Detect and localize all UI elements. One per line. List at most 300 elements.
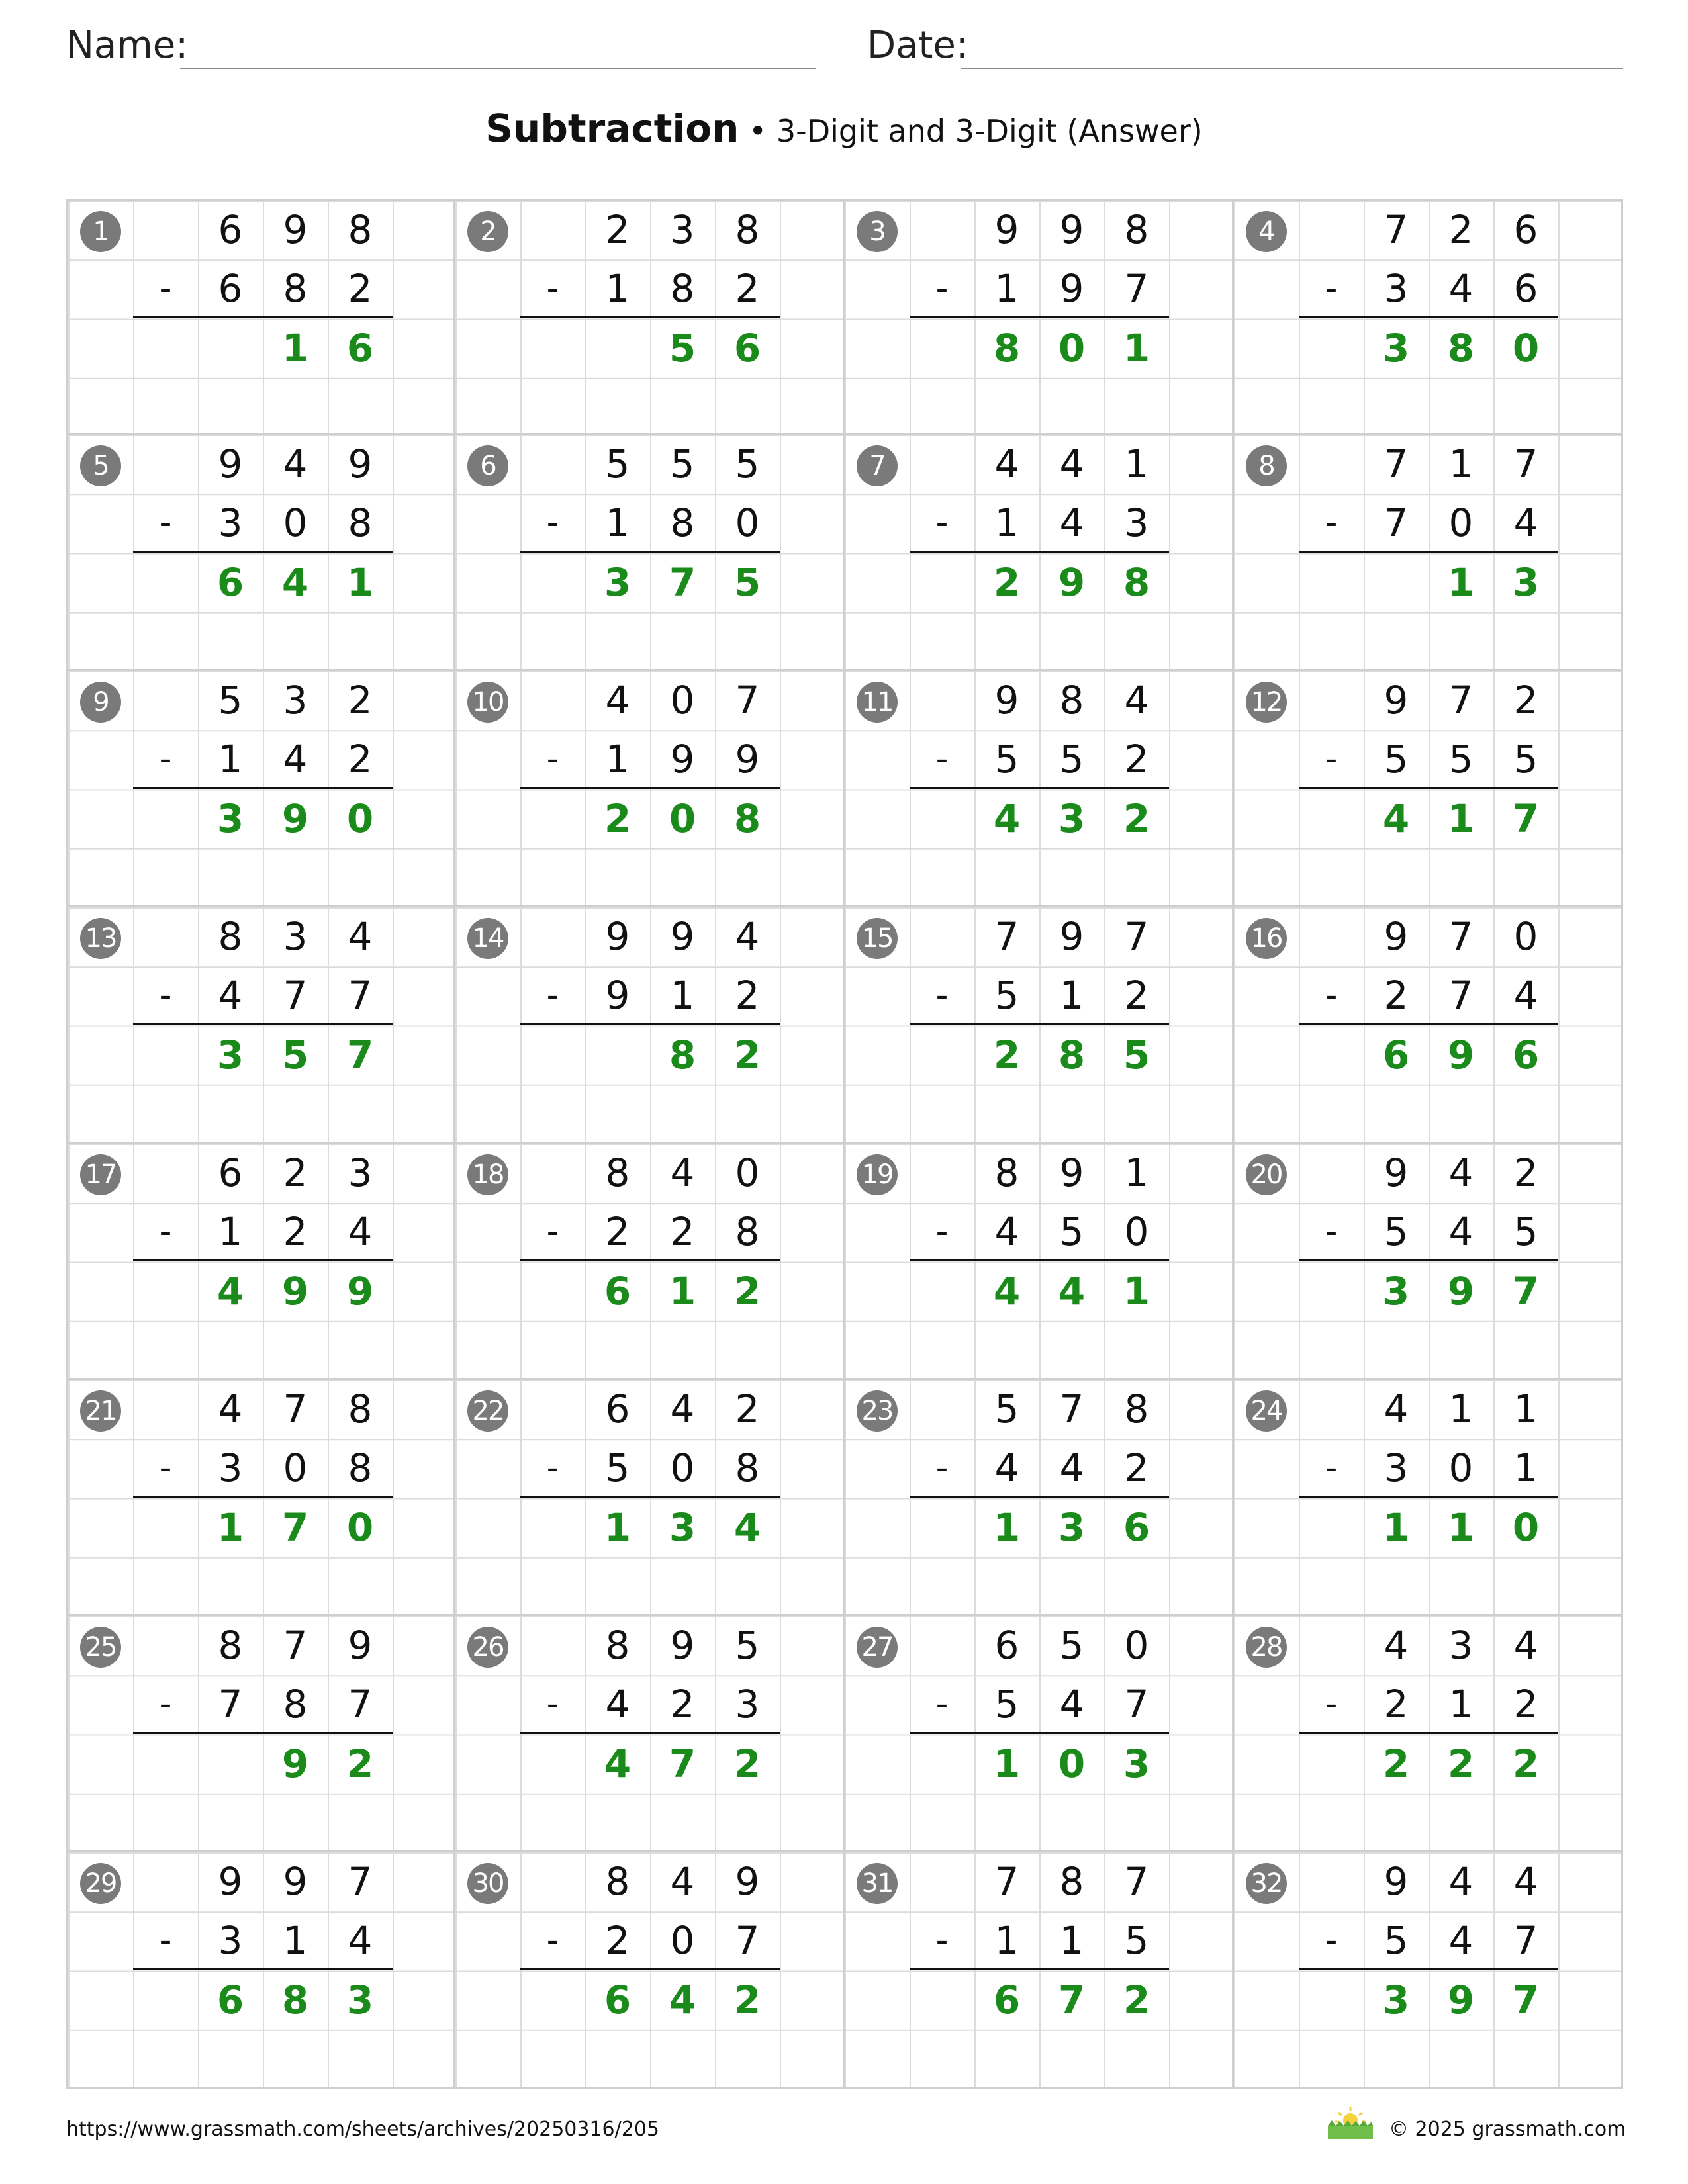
subtrahend-digit: 5 bbox=[1383, 1209, 1409, 1255]
subtrahend-digit: 3 bbox=[1124, 500, 1149, 546]
answer-digit: 4 bbox=[733, 1504, 761, 1550]
subtrahend-digit: 2 bbox=[605, 1918, 630, 1964]
problem-number-badge: 10 bbox=[467, 682, 508, 723]
subtrahend-digit: 3 bbox=[735, 1682, 760, 1727]
subtrahend-digit: 0 bbox=[1124, 1209, 1149, 1255]
answer-digit: 0 bbox=[1512, 1504, 1540, 1550]
title-subtitle: • 3-Digit and 3-Digit (Answer) bbox=[749, 113, 1203, 149]
answer-digit: 2 bbox=[733, 1268, 761, 1314]
minus-sign: - bbox=[935, 739, 949, 780]
subtrahend-digit: 6 bbox=[218, 266, 243, 312]
minuend-digit: 4 bbox=[1124, 678, 1149, 723]
answer-digit: 9 bbox=[1058, 559, 1086, 605]
minuend-digit: 6 bbox=[1513, 207, 1538, 252]
problem-cell bbox=[1234, 435, 1623, 671]
minus-sign: - bbox=[1325, 1921, 1338, 1961]
problem-number-badge: 11 bbox=[857, 682, 898, 723]
answer-digit: 2 bbox=[993, 1032, 1021, 1077]
minus-sign: - bbox=[546, 1212, 559, 1252]
answer-digit: 9 bbox=[346, 1268, 374, 1314]
subtrahend-digit: 1 bbox=[605, 500, 630, 546]
answer-digit: 2 bbox=[993, 559, 1021, 605]
answer-digit: 2 bbox=[1123, 1977, 1150, 2023]
answer-digit: 5 bbox=[281, 1032, 309, 1077]
subtrahend-digit: 7 bbox=[218, 1682, 243, 1727]
answer-digit: 8 bbox=[281, 1977, 309, 2023]
answer-digit: 0 bbox=[346, 1504, 374, 1550]
subtrahend-digit: 1 bbox=[283, 1918, 308, 1964]
subtrahend-digit: 5 bbox=[1513, 1209, 1538, 1255]
subtrahend-digit: 0 bbox=[735, 500, 760, 546]
problem-cell bbox=[66, 1616, 455, 1852]
subtrahend-digit: 0 bbox=[1448, 1445, 1474, 1491]
subtrahend-digit: 1 bbox=[994, 1918, 1019, 1964]
minuend-digit: 7 bbox=[994, 914, 1019, 959]
minus-sign: - bbox=[159, 269, 172, 309]
minuend-digit: 5 bbox=[735, 1623, 760, 1668]
minuend-digit: 9 bbox=[670, 914, 695, 959]
answer-digit: 1 bbox=[216, 1504, 244, 1550]
minuend-digit: 9 bbox=[283, 1859, 308, 1904]
problem-number-badge: 19 bbox=[857, 1154, 898, 1195]
problem-cell bbox=[845, 435, 1234, 671]
answer-digit: 3 bbox=[1512, 559, 1540, 605]
answer-digit: 8 bbox=[1447, 325, 1475, 371]
answer-digit: 5 bbox=[733, 559, 761, 605]
minuend-digit: 8 bbox=[605, 1150, 630, 1195]
answer-digit: 0 bbox=[346, 796, 374, 841]
minuend-digit: 4 bbox=[1448, 1859, 1474, 1904]
problem-cell bbox=[845, 907, 1234, 1144]
subtrahend-digit: 4 bbox=[1448, 1918, 1474, 1964]
answer-digit: 8 bbox=[1058, 1032, 1086, 1077]
minuend-digit: 4 bbox=[670, 1150, 695, 1195]
minuend-digit: 8 bbox=[994, 1150, 1019, 1195]
minuend-digit: 6 bbox=[218, 1150, 243, 1195]
minuend-digit: 7 bbox=[348, 1859, 373, 1904]
problem-cell bbox=[845, 1616, 1234, 1852]
answer-digit: 1 bbox=[993, 1504, 1021, 1550]
subtrahend-digit: 4 bbox=[348, 1209, 373, 1255]
answer-digit: 0 bbox=[669, 796, 696, 841]
minus-sign: - bbox=[935, 1212, 949, 1252]
answer-digit: 1 bbox=[1123, 1268, 1150, 1314]
subtrahend-digit: 3 bbox=[1383, 266, 1409, 312]
answer-digit: 2 bbox=[346, 1741, 374, 1786]
minuend-digit: 8 bbox=[605, 1623, 630, 1668]
subtrahend-digit: 5 bbox=[994, 1682, 1019, 1727]
problem-cell bbox=[455, 671, 845, 907]
minus-sign: - bbox=[546, 976, 559, 1016]
subtrahend-digit: 5 bbox=[1124, 1918, 1149, 1964]
answer-digit: 3 bbox=[1382, 325, 1410, 371]
subtrahend-digit: 7 bbox=[1448, 973, 1474, 1019]
answer-digit: 4 bbox=[216, 1268, 244, 1314]
subtrahend-digit: 2 bbox=[1124, 973, 1149, 1019]
minus-sign: - bbox=[546, 269, 559, 309]
answer-digit: 0 bbox=[1058, 1741, 1086, 1786]
subtrahend-digit: 2 bbox=[1383, 1682, 1409, 1727]
problem-number-badge: 28 bbox=[1246, 1627, 1287, 1668]
problem-cell bbox=[455, 1144, 845, 1380]
answer-digit: 6 bbox=[216, 559, 244, 605]
subtrahend-digit: 4 bbox=[1448, 266, 1474, 312]
answer-digit: 0 bbox=[1512, 325, 1540, 371]
problem-number-badge: 29 bbox=[80, 1863, 121, 1904]
subtrahend-digit: 2 bbox=[670, 1682, 695, 1727]
minuend-digit: 5 bbox=[994, 1387, 1019, 1432]
minuend-digit: 2 bbox=[348, 678, 373, 723]
answer-digit: 1 bbox=[1123, 325, 1150, 371]
answer-digit: 1 bbox=[669, 1268, 696, 1314]
date-line[interactable] bbox=[961, 68, 1623, 69]
subtrahend-digit: 8 bbox=[735, 1445, 760, 1491]
subtrahend-digit: 5 bbox=[994, 737, 1019, 782]
problem-number-badge: 13 bbox=[80, 918, 121, 959]
minuend-digit: 4 bbox=[670, 1859, 695, 1904]
subtrahend-digit: 8 bbox=[670, 266, 695, 312]
minus-sign: - bbox=[159, 1921, 172, 1961]
subtrahend-digit: 4 bbox=[605, 1682, 630, 1727]
minuend-digit: 9 bbox=[605, 914, 630, 959]
subtrahend-digit: 7 bbox=[348, 973, 373, 1019]
subtrahend-digit: 6 bbox=[1513, 266, 1538, 312]
subtrahend-digit: 3 bbox=[218, 1918, 243, 1964]
minuend-digit: 0 bbox=[1513, 914, 1538, 959]
minus-sign: - bbox=[159, 976, 172, 1016]
problem-number-badge: 2 bbox=[467, 211, 508, 252]
answer-digit: 7 bbox=[1512, 1268, 1540, 1314]
minuend-digit: 9 bbox=[348, 441, 373, 486]
subtrahend-digit: 8 bbox=[283, 1682, 308, 1727]
minus-sign: - bbox=[1325, 503, 1338, 543]
minuend-digit: 9 bbox=[1059, 1150, 1084, 1195]
answer-digit: 4 bbox=[993, 1268, 1021, 1314]
problem-grid bbox=[66, 199, 1623, 2089]
subtrahend-digit: 2 bbox=[605, 1209, 630, 1255]
problem-number-badge: 24 bbox=[1246, 1390, 1287, 1432]
date-label: Date: bbox=[867, 24, 968, 67]
problem-number-badge: 14 bbox=[467, 918, 508, 959]
minuend-digit: 6 bbox=[994, 1623, 1019, 1668]
problem-number-badge: 17 bbox=[80, 1154, 121, 1195]
minuend-digit: 7 bbox=[283, 1387, 308, 1432]
problem-number-badge: 22 bbox=[467, 1390, 508, 1432]
answer-digit: 7 bbox=[669, 559, 696, 605]
answer-digit: 7 bbox=[1512, 1977, 1540, 2023]
subtrahend-digit: 4 bbox=[994, 1209, 1019, 1255]
subtrahend-digit: 9 bbox=[605, 973, 630, 1019]
problem-number-badge: 9 bbox=[80, 682, 121, 723]
minus-sign: - bbox=[1325, 1684, 1338, 1725]
answer-digit: 1 bbox=[604, 1504, 632, 1550]
answer-digit: 6 bbox=[1123, 1504, 1150, 1550]
problem-cell bbox=[845, 199, 1234, 435]
subtrahend-digit: 9 bbox=[735, 737, 760, 782]
answer-digit: 8 bbox=[993, 325, 1021, 371]
answer-digit: 4 bbox=[1058, 1268, 1086, 1314]
answer-digit: 3 bbox=[1123, 1741, 1150, 1786]
answer-digit: 6 bbox=[733, 325, 761, 371]
subtrahend-digit: 4 bbox=[1059, 500, 1084, 546]
minuend-digit: 3 bbox=[283, 678, 308, 723]
minuend-digit: 2 bbox=[605, 207, 630, 252]
problem-cell bbox=[1234, 907, 1623, 1144]
minuend-digit: 9 bbox=[1059, 914, 1084, 959]
minuend-digit: 4 bbox=[994, 441, 1019, 486]
minuend-digit: 1 bbox=[1448, 1387, 1474, 1432]
answer-digit: 7 bbox=[281, 1504, 309, 1550]
minuend-digit: 0 bbox=[735, 1150, 760, 1195]
answer-digit: 1 bbox=[281, 325, 309, 371]
minus-sign: - bbox=[546, 1684, 559, 1725]
minuend-digit: 7 bbox=[1383, 441, 1409, 486]
answer-digit: 5 bbox=[669, 325, 696, 371]
minus-sign: - bbox=[159, 503, 172, 543]
problem-cell bbox=[66, 435, 455, 671]
subtrahend-digit: 5 bbox=[1383, 737, 1409, 782]
problem-cell bbox=[1234, 671, 1623, 907]
answer-digit: 0 bbox=[1058, 325, 1086, 371]
minuend-digit: 4 bbox=[1383, 1623, 1409, 1668]
subtrahend-digit: 0 bbox=[670, 1918, 695, 1964]
subtrahend-digit: 2 bbox=[1513, 1682, 1538, 1727]
answer-digit: 6 bbox=[216, 1977, 244, 2023]
subtrahend-digit: 1 bbox=[605, 266, 630, 312]
answer-digit: 2 bbox=[1123, 796, 1150, 841]
minus-sign: - bbox=[935, 269, 949, 309]
minuend-digit: 6 bbox=[218, 207, 243, 252]
answer-digit: 3 bbox=[216, 1032, 244, 1077]
subtrahend-digit: 5 bbox=[605, 1445, 630, 1491]
minuend-digit: 2 bbox=[1513, 678, 1538, 723]
minuend-digit: 2 bbox=[1513, 1150, 1538, 1195]
answer-digit: 3 bbox=[216, 796, 244, 841]
problem-cell bbox=[66, 907, 455, 1144]
grass-sun-icon bbox=[1324, 2105, 1377, 2142]
minuend-digit: 7 bbox=[1513, 441, 1538, 486]
answer-digit: 3 bbox=[1058, 796, 1086, 841]
subtrahend-digit: 5 bbox=[1059, 737, 1084, 782]
answer-digit: 4 bbox=[669, 1977, 696, 2023]
minuend-digit: 9 bbox=[348, 1623, 373, 1668]
minuend-digit: 9 bbox=[994, 678, 1019, 723]
minus-sign: - bbox=[1325, 269, 1338, 309]
subtrahend-digit: 1 bbox=[1513, 1445, 1538, 1491]
answer-digit: 9 bbox=[1447, 1268, 1475, 1314]
problem-cell bbox=[845, 1380, 1234, 1616]
answer-digit: 7 bbox=[346, 1032, 374, 1077]
minuend-digit: 4 bbox=[670, 1387, 695, 1432]
problem-number-badge: 1 bbox=[80, 211, 121, 252]
problem-cell bbox=[845, 1144, 1234, 1380]
minuend-digit: 3 bbox=[670, 207, 695, 252]
subtrahend-digit: 8 bbox=[735, 1209, 760, 1255]
minuend-digit: 1 bbox=[1124, 441, 1149, 486]
subtrahend-digit: 2 bbox=[670, 1209, 695, 1255]
problem-cell bbox=[1234, 199, 1623, 435]
minuend-digit: 9 bbox=[735, 1859, 760, 1904]
problem-number-badge: 5 bbox=[80, 445, 121, 486]
minuend-digit: 1 bbox=[1448, 441, 1474, 486]
minus-sign: - bbox=[159, 1684, 172, 1725]
answer-digit: 6 bbox=[604, 1977, 632, 2023]
problem-number-badge: 21 bbox=[80, 1390, 121, 1432]
minuend-digit: 2 bbox=[1448, 207, 1474, 252]
minuend-digit: 7 bbox=[1383, 207, 1409, 252]
subtrahend-digit: 5 bbox=[1383, 1918, 1409, 1964]
minuend-digit: 7 bbox=[283, 1623, 308, 1668]
minuend-digit: 9 bbox=[1383, 914, 1409, 959]
subtrahend-digit: 1 bbox=[1059, 973, 1084, 1019]
minuend-digit: 3 bbox=[348, 1150, 373, 1195]
minus-sign: - bbox=[1325, 1212, 1338, 1252]
minuend-digit: 1 bbox=[1513, 1387, 1538, 1432]
problem-cell bbox=[1234, 1380, 1623, 1616]
subtrahend-digit: 4 bbox=[1059, 1445, 1084, 1491]
answer-digit: 7 bbox=[669, 1741, 696, 1786]
subtrahend-digit: 2 bbox=[735, 266, 760, 312]
answer-digit: 8 bbox=[1123, 559, 1150, 605]
minuend-digit: 4 bbox=[1383, 1387, 1409, 1432]
subtrahend-digit: 1 bbox=[605, 737, 630, 782]
name-label: Name: bbox=[66, 24, 189, 67]
problem-cell bbox=[455, 907, 845, 1144]
problem-cell bbox=[845, 671, 1234, 907]
subtrahend-digit: 8 bbox=[348, 1445, 373, 1491]
subtrahend-digit: 5 bbox=[1513, 737, 1538, 782]
minus-sign: - bbox=[159, 1212, 172, 1252]
subtrahend-digit: 2 bbox=[735, 973, 760, 1019]
minuend-digit: 8 bbox=[1059, 1859, 1084, 1904]
minuend-digit: 3 bbox=[283, 914, 308, 959]
answer-digit: 3 bbox=[1382, 1268, 1410, 1314]
answer-digit: 9 bbox=[281, 1268, 309, 1314]
subtrahend-digit: 9 bbox=[1059, 266, 1084, 312]
problem-number-badge: 4 bbox=[1246, 211, 1287, 252]
problem-number-badge: 6 bbox=[467, 445, 508, 486]
minuend-digit: 0 bbox=[1124, 1623, 1149, 1668]
answer-digit: 2 bbox=[733, 1977, 761, 2023]
answer-digit: 2 bbox=[1512, 1741, 1540, 1786]
minuend-digit: 9 bbox=[1059, 207, 1084, 252]
minuend-digit: 9 bbox=[670, 1623, 695, 1668]
subtrahend-digit: 3 bbox=[218, 1445, 243, 1491]
subtrahend-digit: 7 bbox=[1513, 1918, 1538, 1964]
minuend-digit: 4 bbox=[1513, 1623, 1538, 1668]
subtrahend-digit: 9 bbox=[670, 737, 695, 782]
subtrahend-digit: 2 bbox=[283, 1209, 308, 1255]
minus-sign: - bbox=[935, 503, 949, 543]
answer-digit: 9 bbox=[1447, 1977, 1475, 2023]
subtrahend-digit: 4 bbox=[1513, 973, 1538, 1019]
answer-digit: 3 bbox=[669, 1504, 696, 1550]
subtrahend-digit: 5 bbox=[1448, 737, 1474, 782]
problem-cell bbox=[1234, 1144, 1623, 1380]
problem-cell bbox=[455, 1616, 845, 1852]
answer-digit: 9 bbox=[1447, 1032, 1475, 1077]
minuend-digit: 7 bbox=[1124, 1859, 1149, 1904]
subtrahend-digit: 1 bbox=[670, 973, 695, 1019]
answer-digit: 1 bbox=[1447, 559, 1475, 605]
answer-digit: 6 bbox=[1512, 1032, 1540, 1077]
answer-digit: 5 bbox=[1123, 1032, 1150, 1077]
subtrahend-digit: 7 bbox=[348, 1682, 373, 1727]
minuend-digit: 7 bbox=[735, 678, 760, 723]
minuend-digit: 9 bbox=[283, 207, 308, 252]
minuend-digit: 8 bbox=[605, 1859, 630, 1904]
minuend-digit: 9 bbox=[218, 1859, 243, 1904]
subtrahend-digit: 1 bbox=[218, 1209, 243, 1255]
minuend-digit: 3 bbox=[1448, 1623, 1474, 1668]
minuend-digit: 7 bbox=[1059, 1387, 1084, 1432]
subtrahend-digit: 0 bbox=[670, 1445, 695, 1491]
problem-cell bbox=[66, 671, 455, 907]
answer-digit: 1 bbox=[1447, 1504, 1475, 1550]
subtrahend-digit: 7 bbox=[1124, 266, 1149, 312]
subtrahend-digit: 0 bbox=[283, 1445, 308, 1491]
problem-number-badge: 3 bbox=[857, 211, 898, 252]
minus-sign: - bbox=[935, 1448, 949, 1488]
subtrahend-digit: 3 bbox=[1383, 1445, 1409, 1491]
problem-cell bbox=[455, 1852, 845, 2089]
minuend-digit: 8 bbox=[348, 207, 373, 252]
problem-cell bbox=[845, 1852, 1234, 2089]
subtrahend-digit: 4 bbox=[994, 1445, 1019, 1491]
problem-cell bbox=[455, 435, 845, 671]
problem-cell bbox=[66, 1144, 455, 1380]
minuend-digit: 4 bbox=[735, 914, 760, 959]
minuend-digit: 9 bbox=[218, 441, 243, 486]
minuend-digit: 8 bbox=[735, 207, 760, 252]
answer-digit: 1 bbox=[1447, 796, 1475, 841]
name-line[interactable] bbox=[180, 68, 816, 69]
answer-digit: 1 bbox=[993, 1741, 1021, 1786]
subtrahend-digit: 1 bbox=[994, 500, 1019, 546]
minuend-digit: 5 bbox=[605, 441, 630, 486]
answer-digit: 6 bbox=[346, 325, 374, 371]
minus-sign: - bbox=[546, 739, 559, 780]
minuend-digit: 5 bbox=[218, 678, 243, 723]
minus-sign: - bbox=[1325, 739, 1338, 780]
answer-digit: 2 bbox=[733, 1032, 761, 1077]
minuend-digit: 9 bbox=[1383, 1859, 1409, 1904]
title-main: Subtraction bbox=[485, 106, 739, 151]
footer-copyright: © 2025 grassmath.com bbox=[1389, 2118, 1626, 2141]
answer-digit: 4 bbox=[281, 559, 309, 605]
minuend-digit: 7 bbox=[994, 1859, 1019, 1904]
subtrahend-digit: 3 bbox=[218, 500, 243, 546]
subtrahend-digit: 2 bbox=[348, 737, 373, 782]
subtrahend-digit: 1 bbox=[218, 737, 243, 782]
minus-sign: - bbox=[1325, 1448, 1338, 1488]
answer-digit: 2 bbox=[1382, 1741, 1410, 1786]
problem-cell bbox=[66, 199, 455, 435]
minuend-digit: 9 bbox=[1383, 678, 1409, 723]
subtrahend-digit: 5 bbox=[994, 973, 1019, 1019]
minuend-digit: 7 bbox=[1124, 914, 1149, 959]
answer-digit: 3 bbox=[346, 1977, 374, 2023]
minus-sign: - bbox=[935, 976, 949, 1016]
problem-number-badge: 23 bbox=[857, 1390, 898, 1432]
minuend-digit: 2 bbox=[735, 1387, 760, 1432]
subtrahend-digit: 2 bbox=[1124, 737, 1149, 782]
answer-digit: 3 bbox=[604, 559, 632, 605]
minuend-digit: 4 bbox=[1513, 1859, 1538, 1904]
minuend-digit: 5 bbox=[670, 441, 695, 486]
subtrahend-digit: 8 bbox=[283, 266, 308, 312]
problem-number-badge: 32 bbox=[1246, 1863, 1287, 1904]
